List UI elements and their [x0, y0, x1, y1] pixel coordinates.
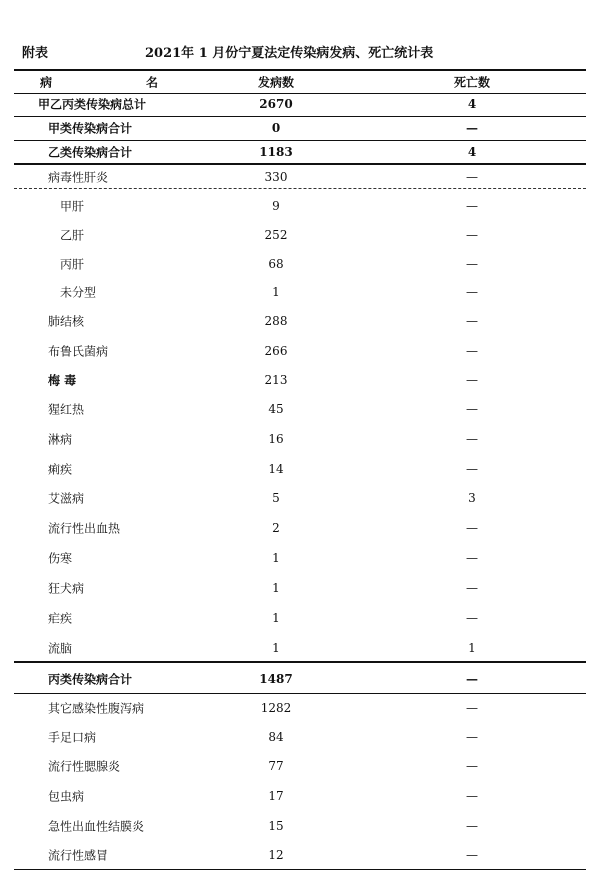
row-deaths: —: [466, 344, 478, 358]
row-cases: 1: [272, 551, 280, 565]
class-b-bottom-rule: [14, 163, 586, 165]
row-cases: 14: [268, 462, 284, 476]
table-row: [14, 340, 586, 362]
row-deaths: —: [466, 257, 478, 271]
row-name: 甲类传染病合计: [48, 121, 133, 136]
row-deaths: —: [466, 314, 478, 328]
table-title: 2021年 1 月份宁夏法定传染病发病、死亡统计表: [145, 46, 434, 61]
row-name: 狂犬病: [48, 581, 85, 596]
row-deaths: —: [466, 611, 478, 625]
table-row: [14, 785, 586, 807]
row-cases: 45: [268, 402, 284, 416]
annex-label: 附表: [22, 46, 49, 61]
row-deaths: —: [466, 228, 478, 242]
table-row: [14, 517, 586, 539]
row-name: 乙肝: [60, 228, 85, 243]
row-cases: 1: [272, 581, 280, 595]
table-row: [14, 458, 586, 480]
row-cases: 84: [268, 730, 284, 744]
class-c-top-rule: [14, 661, 586, 663]
table-row-class-c-total: [14, 668, 586, 690]
row-deaths: —: [466, 848, 478, 862]
row-name: 疟疾: [48, 611, 73, 626]
row-cases: 68: [268, 257, 284, 271]
row-cases: 2: [272, 521, 280, 535]
row-cases: 16: [268, 432, 284, 446]
row-name: 梅 毒: [48, 373, 77, 388]
table-row: [14, 726, 586, 748]
dashed-rule: [14, 188, 586, 189]
row-name: 包虫病: [48, 789, 85, 804]
row-deaths: 4: [467, 145, 477, 159]
row-deaths: —: [466, 819, 478, 833]
row-name: 猩红热: [48, 402, 85, 417]
row-deaths: —: [466, 672, 478, 686]
column-header-row: [14, 71, 586, 93]
row-cases: 77: [268, 759, 284, 773]
table-row: [14, 815, 586, 837]
row-name: 丙类传染病合计: [48, 672, 133, 687]
row-deaths: —: [466, 373, 478, 387]
row-deaths: —: [466, 199, 478, 213]
column-header-deaths: 死亡数: [453, 75, 491, 90]
row-deaths: 3: [468, 491, 476, 505]
row-name: 丙肝: [60, 257, 85, 272]
table-row: [14, 697, 586, 719]
table-row: [14, 195, 586, 217]
row-cases: 266: [264, 344, 288, 358]
row-cases: 1487: [259, 672, 293, 686]
bottom-rule: [14, 869, 586, 870]
table-row: [14, 224, 586, 246]
row-name: 流行性腮腺炎: [48, 759, 121, 774]
column-header-name-part1: 病: [40, 75, 53, 90]
table-row: [14, 487, 586, 509]
table-row: [14, 607, 586, 629]
row-cases: 5: [272, 491, 280, 505]
table-row: [14, 428, 586, 450]
row-cases: 213: [264, 373, 288, 387]
row-name: 未分型: [60, 285, 97, 300]
row-deaths: —: [466, 701, 478, 715]
row-name: 甲乙丙类传染病总计: [38, 97, 147, 112]
row-name: 布鲁氏菌病: [48, 344, 109, 359]
table-row: [14, 844, 586, 866]
row-deaths: —: [466, 402, 478, 416]
row-name: 淋病: [48, 432, 73, 447]
row-deaths: —: [466, 551, 478, 565]
table-row: [14, 547, 586, 569]
row-cases: 12: [268, 848, 284, 862]
row-deaths: —: [466, 730, 478, 744]
row-deaths: 1: [468, 641, 476, 655]
column-header-name-part2: 名: [146, 75, 159, 90]
row-deaths: —: [466, 521, 478, 535]
row-cases: 2670: [259, 97, 293, 111]
row-name: 流行性感冒: [48, 848, 109, 863]
row-name: 流行性出血热: [48, 521, 121, 536]
row-name: 手足口病: [48, 730, 97, 745]
row-deaths: —: [466, 432, 478, 446]
row-name: 病毒性肝炎: [48, 170, 109, 185]
row-deaths: —: [466, 789, 478, 803]
table-row-class-b-total: [14, 141, 586, 163]
row-cases: 1: [272, 641, 280, 655]
table-row-total-all: [14, 93, 586, 115]
row-cases: 1183: [259, 145, 293, 159]
row-name: 伤寒: [48, 551, 73, 566]
column-header-cases: 发病数: [257, 75, 295, 90]
row-name: 乙类传染病合计: [48, 145, 133, 160]
table-row: [14, 281, 586, 303]
row-cases: 330: [264, 170, 288, 184]
row-name: 肺结核: [48, 314, 85, 329]
row-deaths: —: [466, 462, 478, 476]
class-c-bottom-rule: [14, 693, 586, 694]
row-cases: 0: [271, 121, 281, 135]
table-row-class-a-total: [14, 117, 586, 139]
row-deaths: 4: [467, 97, 477, 111]
row-cases: 288: [264, 314, 288, 328]
row-cases: 17: [268, 789, 284, 803]
row-name: 艾滋病: [48, 491, 85, 506]
row-name: 流脑: [48, 641, 73, 656]
table-row: [14, 166, 586, 188]
row-cases: 15: [268, 819, 284, 833]
row-name: 其它感染性腹泻病: [48, 701, 145, 716]
row-cases: 1: [272, 285, 280, 299]
row-deaths: —: [466, 581, 478, 595]
row-deaths: —: [466, 285, 478, 299]
table-row: [14, 310, 586, 332]
table-row: [14, 755, 586, 777]
row-deaths: —: [466, 170, 478, 184]
row-name: 甲肝: [60, 199, 85, 214]
row-name: 痢疾: [48, 462, 73, 477]
row-cases: 1282: [260, 701, 292, 715]
row-cases: 1: [272, 611, 280, 625]
table-row: [14, 577, 586, 599]
table-row: [14, 398, 586, 420]
row-deaths: —: [466, 121, 478, 135]
table-row: [14, 637, 586, 659]
table-row: [14, 369, 586, 391]
row-name: 急性出血性结膜炎: [48, 819, 145, 834]
table-row: [14, 253, 586, 275]
row-cases: 9: [272, 199, 280, 213]
row-deaths: —: [466, 759, 478, 773]
row-cases: 252: [264, 228, 288, 242]
